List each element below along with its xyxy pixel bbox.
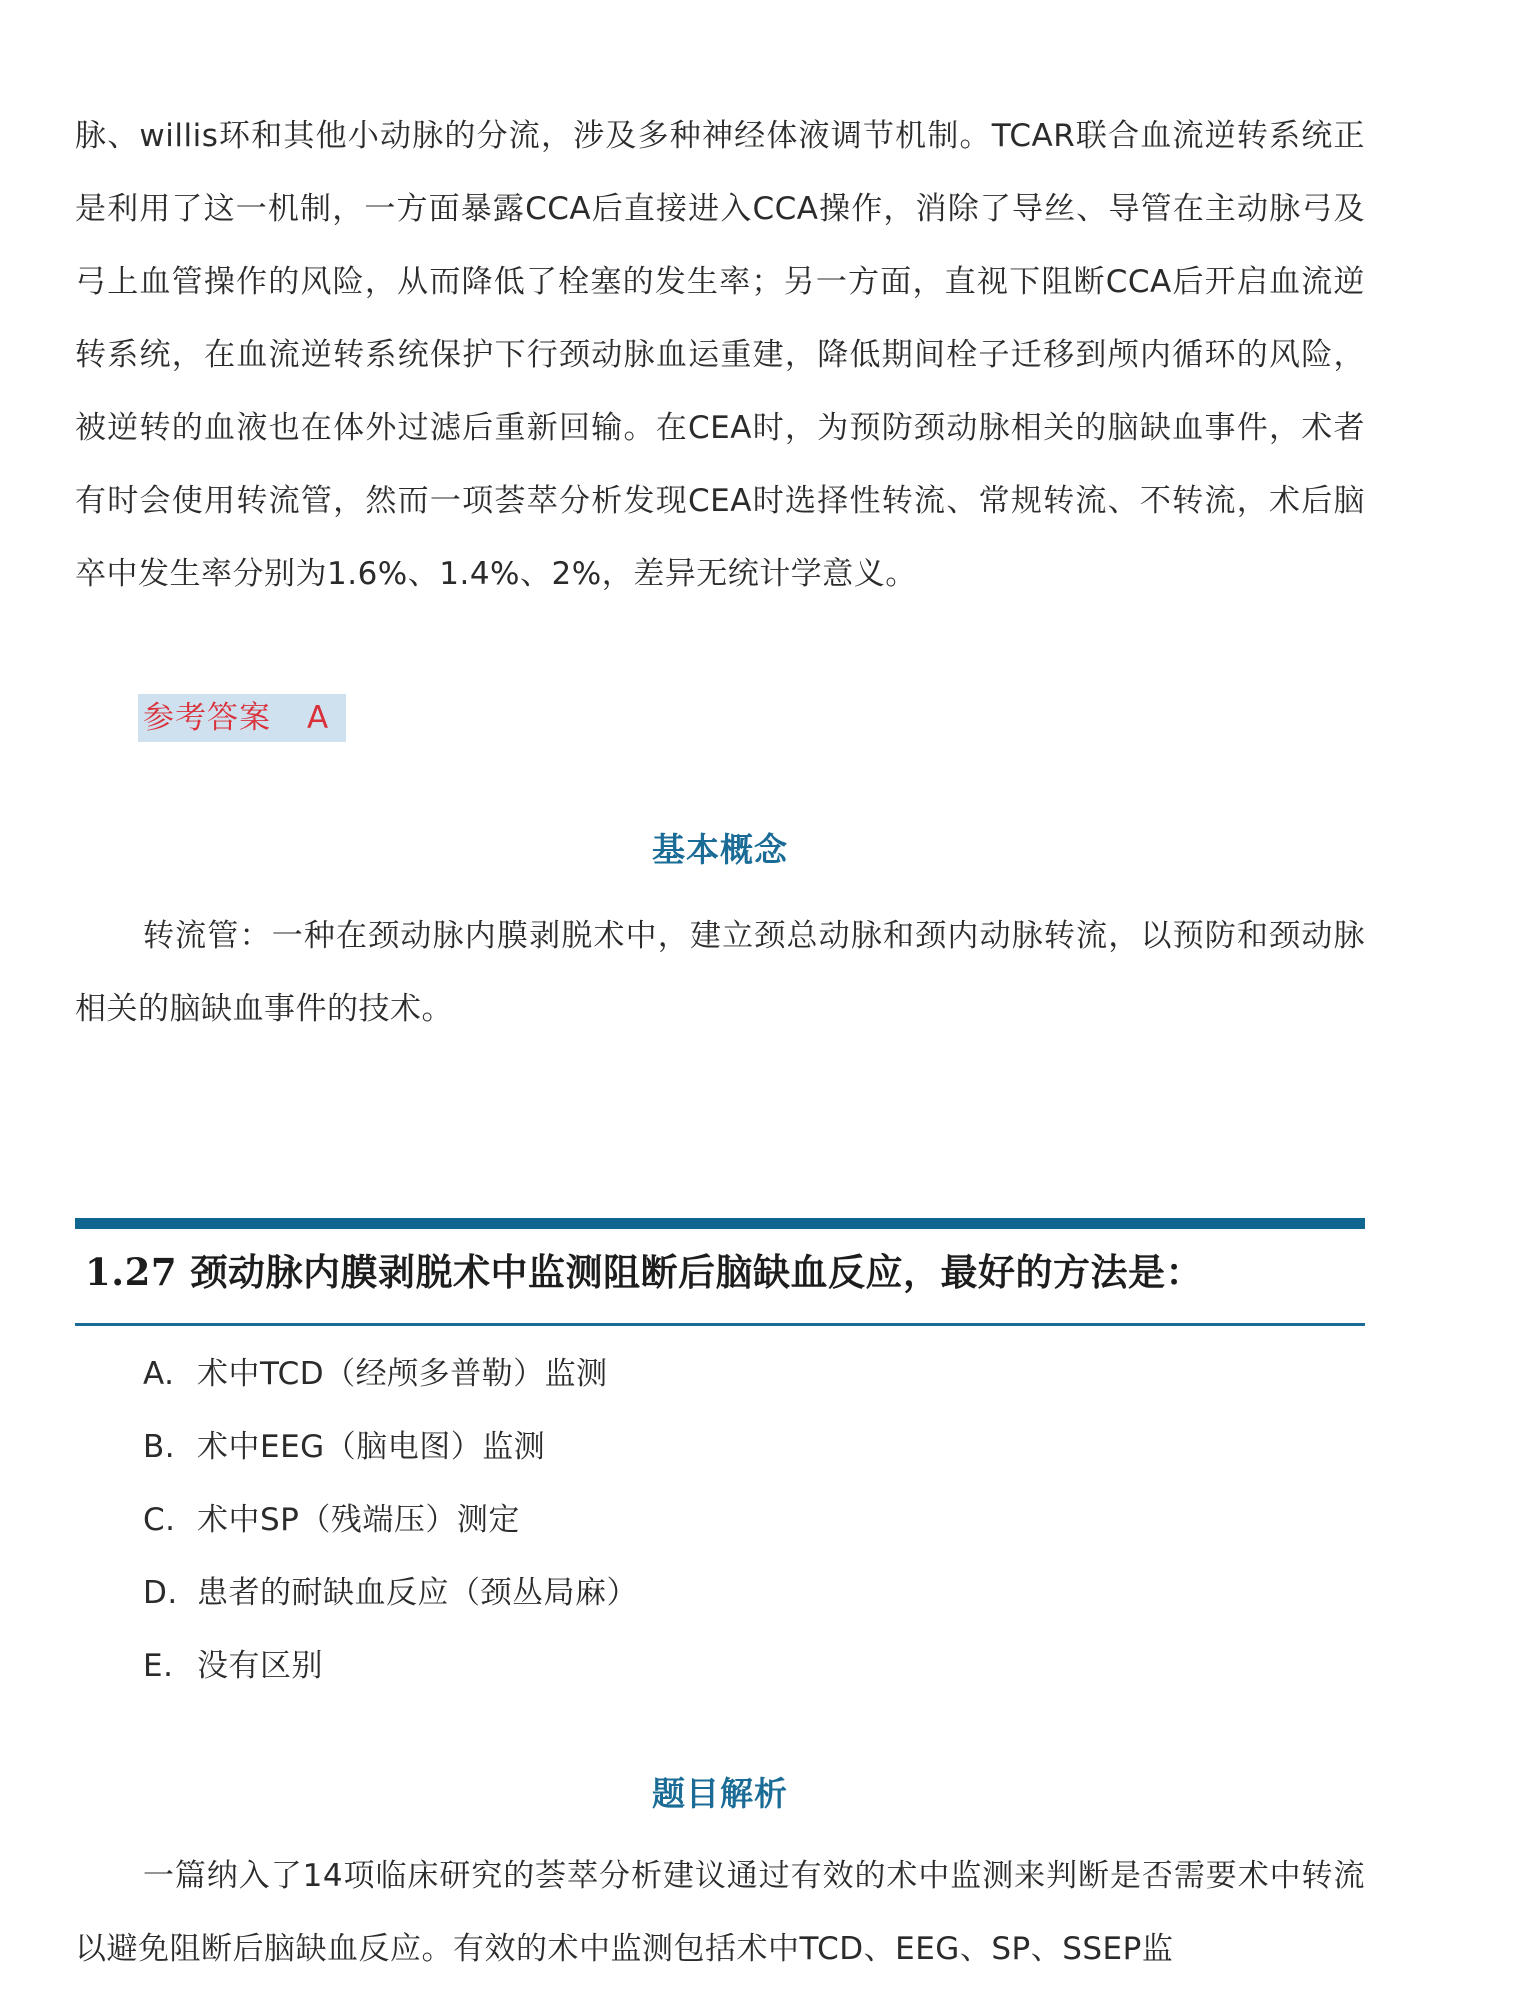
option-letter: E. xyxy=(143,1648,174,1684)
reference-answer xyxy=(143,694,329,742)
analysis-heading: 题目解析 xyxy=(652,1774,788,1813)
concept-heading: 基本概念 xyxy=(652,830,788,869)
answer-label: 参考答案 xyxy=(143,700,271,736)
option-text: 没有区别 xyxy=(197,1648,323,1684)
option-a xyxy=(143,1338,1343,1411)
option-letter: B. xyxy=(143,1429,176,1465)
option-b xyxy=(143,1411,1343,1484)
option-text: 术中TCD（经颅多普勒）监测 xyxy=(197,1356,608,1392)
question-bottom-rule xyxy=(75,1323,1365,1326)
question-title: 1.27 颈动脉内膜剥脱术中监测阻断后脑缺血反应，最好的方法是： xyxy=(85,1250,1203,1294)
intro-paragraph: 脉、willis环和其他小动脉的分流，涉及多种神经体液调节机制。TCAR联合血流逆转系统正是利用了这一机制，一方面暴露CCA后直接进入CCA操作，消除了导丝、导管在主动脉弓及弓上血管操作的风险，从而降低了栓塞的发生率；另一方面，直视下阻断CCA后开启血流逆转系统，在血流逆转系统保护下行颈动脉血运重建，降低期间栓子迁移到颅内循环的风险，被逆转的血液也在体外过滤后重新回输。在CEA时，为预防颈动脉相关的脑缺血事件，术者有时会使用转流管，然而一项荟萃分析发现CEA时选择性转流、常规转流、不转流，术后脑卒中发生率分别为1.6%、1.4%、2%，差异无统计学意义。 xyxy=(75,118,1365,592)
option-letter: A. xyxy=(143,1356,175,1392)
analysis-paragraph: 一篇纳入了14项临床研究的荟萃分析建议通过有效的术中监测来判断是否需要术中转流以避免阻断后脑缺血反应。有效的术中监测包括术中TCD、EEG、SP、SSEP监 xyxy=(75,1858,1365,1967)
option-text: 患者的耐缺血反应（颈丛局麻） xyxy=(197,1575,638,1611)
option-text: 术中SP（残端压）测定 xyxy=(197,1502,520,1538)
option-letter: C. xyxy=(143,1502,176,1538)
question-top-rule xyxy=(75,1218,1365,1229)
option-text: 术中EEG（脑电图）监测 xyxy=(197,1429,546,1465)
concept-paragraph: 转流管：一种在颈动脉内膜剥脱术中，建立颈总动脉和颈内动脉转流，以预防和颈动脉相关的脑缺血事件的技术。 xyxy=(75,918,1365,1027)
option-d xyxy=(143,1557,1343,1630)
answer-value: A xyxy=(307,700,330,736)
answer-options xyxy=(143,1338,1343,1703)
intro-section xyxy=(75,100,1365,611)
analysis-section xyxy=(75,1840,1365,1986)
option-e xyxy=(143,1630,1343,1703)
option-letter: D. xyxy=(143,1575,178,1611)
concept-section xyxy=(75,900,1365,1046)
option-c xyxy=(143,1484,1343,1557)
